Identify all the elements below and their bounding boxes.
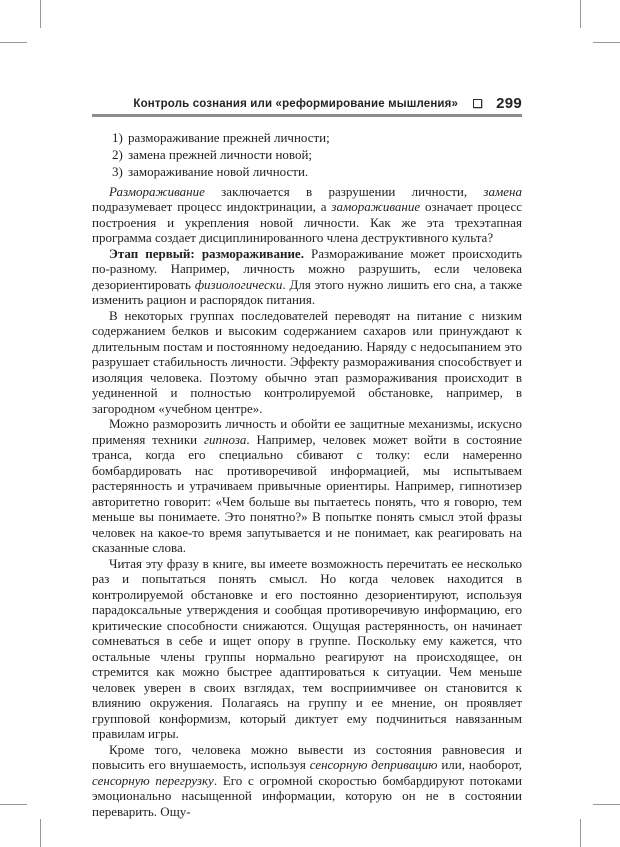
crop-mark-bottom-right-horizontal-icon <box>593 804 620 805</box>
list-item-number: 2) <box>112 146 123 162</box>
paragraph: Читая эту фразу в книге, вы имеете возможность перечитать ее несколько раз и попытаться понять смысл. Но когда человек находится в контролируемой обстановке и его постоянно дезориентируют, используя парадоксальные утверждения и сообщая противоречивую информацию, его критические способности снижаются. Ощущая растерянность, он начинает сомневаться в себе и ищет опору в группе. Поскольку ему кажется, что остальные члены группы нормально реагируют на происходящее, он стремится как можно быстрее адаптироваться к ситуации. Чем меньше человек уверен в своих взглядах, тем восприимчивее он становится к влиянию окружения. Полагаясь на группу и ее мнение, он проявляет групповой конформизм, который диктует ему подчиниться навязанным правилам игры. <box>92 555 522 741</box>
list-item-text: замена прежней личности новой; <box>128 146 313 162</box>
crop-mark-top-right-horizontal-icon <box>593 42 620 43</box>
list-item-number: 3) <box>112 163 123 179</box>
crop-mark-top-left-vertical-icon <box>40 0 41 28</box>
crop-mark-top-left-horizontal-icon <box>0 42 27 43</box>
running-head <box>92 96 522 111</box>
paragraph: Размораживание заключается в разрушении личности, замена подразумевает процесс индоктринации, а замораживание означает процесс построения и укрепления новой личности. Как же эта трехэтапная программа создает дисциплинированного члена деструктивного культа? <box>92 183 522 245</box>
paragraph: Можно разморозить личность и обойти ее защитные механизмы, искусно применяя техники гипноза. Например, человек может войти в состояние транса, когда его специально сбивают с толку: если намеренно бомбардировать нас противоречивой информацией, мы испытываем растерянность и утрачиваем привычные ориентиры. Например, гипнотизер авторитетно говорит: «Чем больше вы пытаетесь понять, что я говорю, тем меньше вы понимаете. Это понятно?» В попытке понять смысл этой фразы человек на какое-то время запутывается и не понимает, как реагировать на сказанные слова. <box>92 416 523 555</box>
open-square-icon <box>473 99 482 108</box>
running-head-title: Контроль сознания или «реформирование мышления» <box>133 97 459 110</box>
crop-mark-bottom-left-vertical-icon <box>40 819 41 847</box>
page-content <box>92 96 522 819</box>
numbered-list <box>92 129 522 180</box>
crop-mark-top-right-vertical-icon <box>580 0 581 28</box>
header-rule <box>92 114 522 117</box>
list-item-text: размораживание прежней личности; <box>128 129 330 145</box>
paragraph: Кроме того, человека можно вывести из состояния равновесия и повысить его внушаемость, используя сенсорную депривацию или, наоборот, сенсорную перегрузку. Его с огромной скоростью бомбардируют потоками эмоционально насыщенной информации, которую он не в состоянии переварить. Ощу- <box>92 741 522 819</box>
list-item <box>92 163 522 180</box>
page-number: 299 <box>496 95 522 112</box>
list-item-text: замораживание новой личности. <box>128 163 309 179</box>
list-item <box>92 129 522 146</box>
crop-mark-bottom-right-vertical-icon <box>580 819 581 847</box>
paragraph: В некоторых группах последователей переводят на питание с низким содержанием белков и высоким содержанием сахаров или принуждают к длительным постам и постоянному недоеданию. Наряду с недосыпанием это разрушает стабильность личности. Эффекту размораживания способствует и изоляция человека. Поэтому обычно этап размораживания происходит в уединенной и полностью контролируемой обстановке, например, в загородном «учебном центре». <box>92 307 522 416</box>
list-item <box>92 146 522 163</box>
paragraph: Этап первый: размораживание. Размораживание может происходить по-разному. Например, личность можно разрушить, если человека дезориентировать физиологически. Для этого нужно лишить его сна, а также изменить рацион и распорядок питания. <box>92 245 523 307</box>
crop-mark-bottom-left-horizontal-icon <box>0 804 27 805</box>
list-item-number: 1) <box>112 129 123 145</box>
paragraphs <box>92 184 522 820</box>
